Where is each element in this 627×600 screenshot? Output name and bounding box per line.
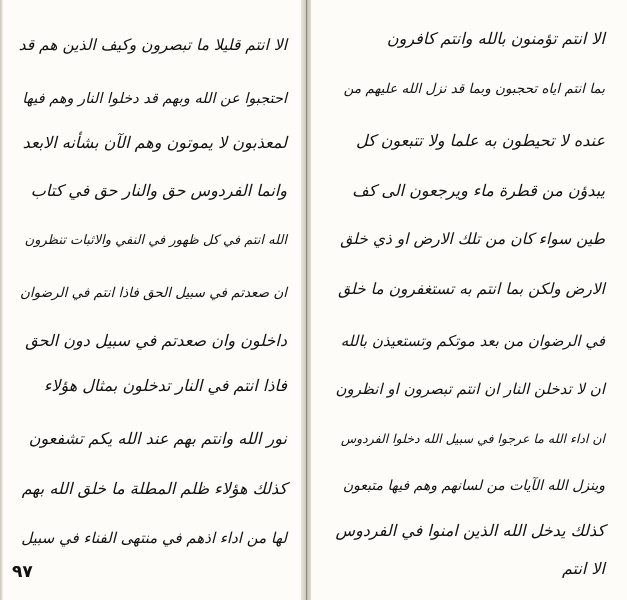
- manuscript-line: كذلك هؤلاء ظلم المطلة ما خلق الله بهم: [21, 479, 287, 498]
- manuscript-line: داخلون وان صعدتم في سبيل دون الحق: [25, 331, 287, 350]
- manuscript-line: احتجبوا عن الله وبهم قد دخلوا النار وهم فيها: [22, 91, 287, 107]
- manuscript-line: الارض ولكن بما انتم به تستغفرون ما خلق: [338, 280, 605, 298]
- manuscript-line: نور الله وانتم بهم عند الله يكم تشفعون: [28, 429, 287, 448]
- manuscript-line: لها من اداء اذهم في منتهى الفناء في سبيل: [21, 529, 287, 547]
- manuscript-line: عنده لا تحيطون به علما ولا تتبعون كل: [355, 131, 605, 150]
- manuscript-line: الا انتم قليلا ما تبصرون وكيف الذين هم قد: [18, 36, 287, 54]
- manuscript-line: وانما الفردوس حق والنار حق في كتاب: [30, 181, 287, 200]
- manuscript-line: يبدؤن من قطرة ماء ويرجعون الى كف: [352, 181, 605, 200]
- manuscript-line: وينزل الله الآيات من لسانهم وهم فيها متبعون: [342, 478, 605, 494]
- manuscript-line: ان لا تدخلن النار ان انتم تبصرون او انظرون: [335, 380, 605, 398]
- page-edge-shadow: [0, 0, 3, 600]
- manuscript-line: الا انتم: [561, 559, 605, 578]
- manuscript-line: كذلك يدخل الله الذين امنوا في الفردوس: [335, 521, 605, 540]
- manuscript-line: الا انتم تؤمنون بالله وانتم كافرون: [386, 29, 605, 48]
- manuscript-line: طين سواء كان من تلك الارض او ذي خلق: [340, 230, 605, 248]
- manuscript-line: في الرضوان من بعد موتكم وتستعيذن بالله: [340, 332, 605, 350]
- page-number: ٩٧: [12, 562, 33, 582]
- manuscript-line: لمعذبون لا يموتون وهم الآن بشأنه الابعد: [22, 133, 287, 152]
- manuscript-line: الله انتم في كل ظهور في النفي والاثبات تنظرون: [24, 233, 287, 248]
- gutter-fold-line: [306, 0, 307, 600]
- manuscript-line: ان اداء الله ما عرجوا في سبيل الله دخلوا الفردوس: [340, 431, 605, 446]
- manuscript-line: ان صعدتم في سبيل الحق فاذا انتم في الرضوان: [19, 285, 287, 301]
- manuscript-line: فاذا انتم في النار تدخلون بمثال هؤلاء: [43, 376, 287, 395]
- left-page: [0, 0, 305, 600]
- right-page: [311, 0, 627, 600]
- manuscript-line: بما انتم اياه تحجبون وبما قد نزل الله عليهم من: [343, 81, 605, 97]
